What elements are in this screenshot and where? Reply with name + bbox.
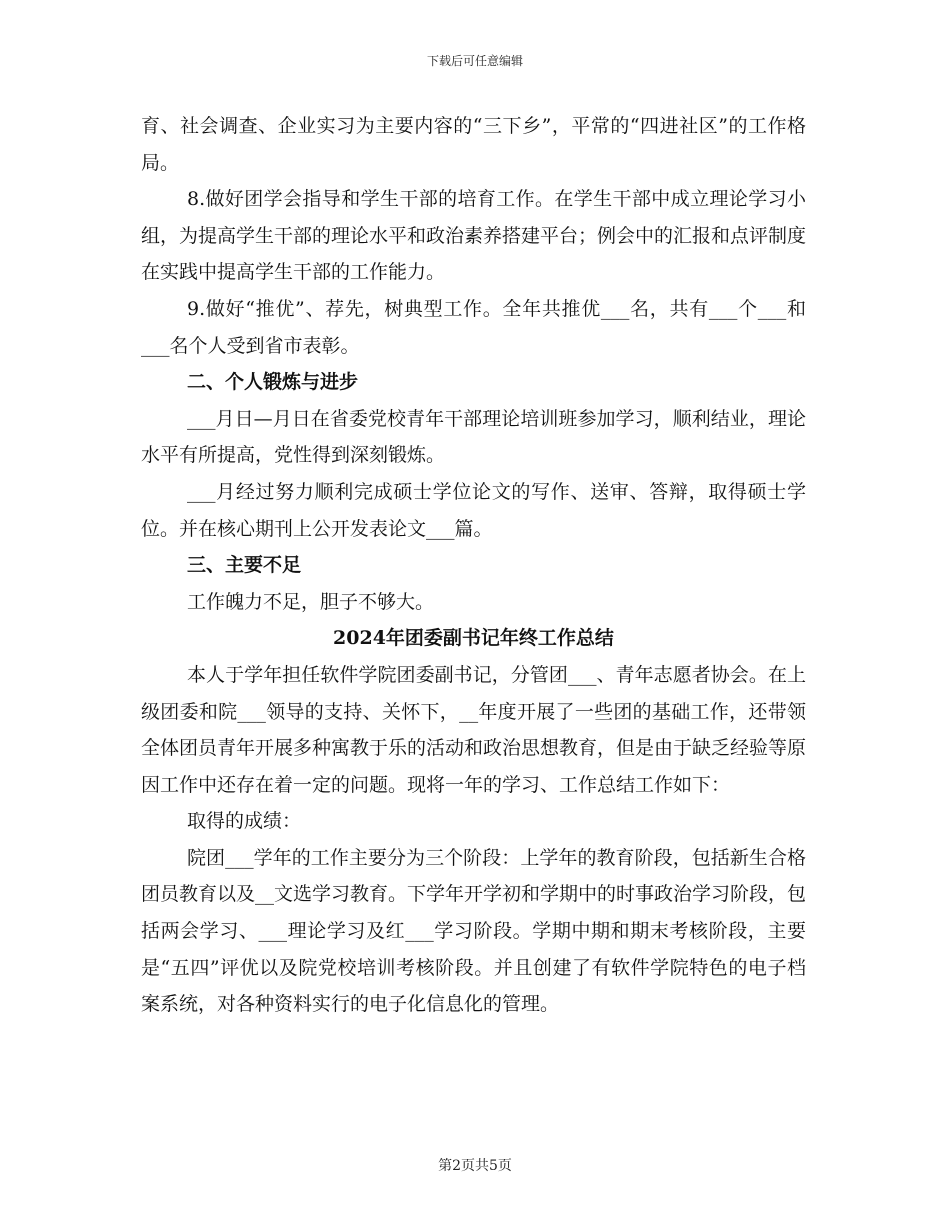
paragraph: 9.做好“推优”、荐先，树典型工作。全年共推优___名，共有___个___和___名个人受到省市表彰。 — [141, 297, 806, 357]
section-heading: 三、主要不足 — [187, 554, 302, 577]
paragraph: 取得的成绩： — [187, 810, 302, 833]
paragraph: 本人于学年担任软件学院团委副书记，分管团___、青年志愿者协会。在上级团委和院___领导的支持、关怀下，__年度开展了一些团的基础工作，还带领全体团员青年开展多种寓教于乐的活动和政治思想教育，但是由于缺乏经验等原因工作中还存在着一定的问题。现将一年的学习、工作总结工作如下： — [141, 663, 807, 796]
paragraph: 工作魄力不足，胆子不够大。 — [187, 590, 435, 613]
document-body — [141, 108, 806, 1023]
section-heading: 二、个人锻炼与进步 — [187, 371, 359, 394]
document-title: 2024年团委副书记年终工作总结 — [333, 627, 614, 650]
paragraph: ___月经过努力顺利完成硕士学位论文的写作、送审、答辩，取得硕士学位。并在核心期刊上公开发表论文___篇。 — [141, 480, 806, 540]
paragraph: 8.做好团学会指导和学生干部的培育工作。在学生干部中成立理论学习小组，为提高学生干部的理论水平和政治素养搭建平台；例会中的汇报和点评制度在实践中提高学生干部的工作能力。 — [141, 188, 807, 284]
page-header: 下载后可任意编辑 — [426, 54, 523, 68]
paragraph: 院团___学年的工作主要分为三个阶段：上学年的教育阶段，包括新生合格团员教育以及__文选学习教育。下学年开学初和学期中的时事政治学习阶段，包括两会学习、___理论学习及红___学习阶段。学期中期和期末考核阶段，主要是“五四”评优以及院党校培训考核阶段。并且创建了有软件学院特色的电子档案系统，对各种资料实行的电子化信息化的管理。 — [141, 846, 807, 1016]
paragraph: ___月日—月日在省委党校青年干部理论培训班参加学习，顺利结业，理论水平有所提高，党性得到深刻锻炼。 — [141, 407, 806, 467]
page-footer: 第2页共5页 — [438, 1158, 512, 1174]
paragraph: 育、社会调查、企业实习为主要内容的“三下乡”，平常的“四进社区”的工作格局。 — [141, 115, 806, 174]
